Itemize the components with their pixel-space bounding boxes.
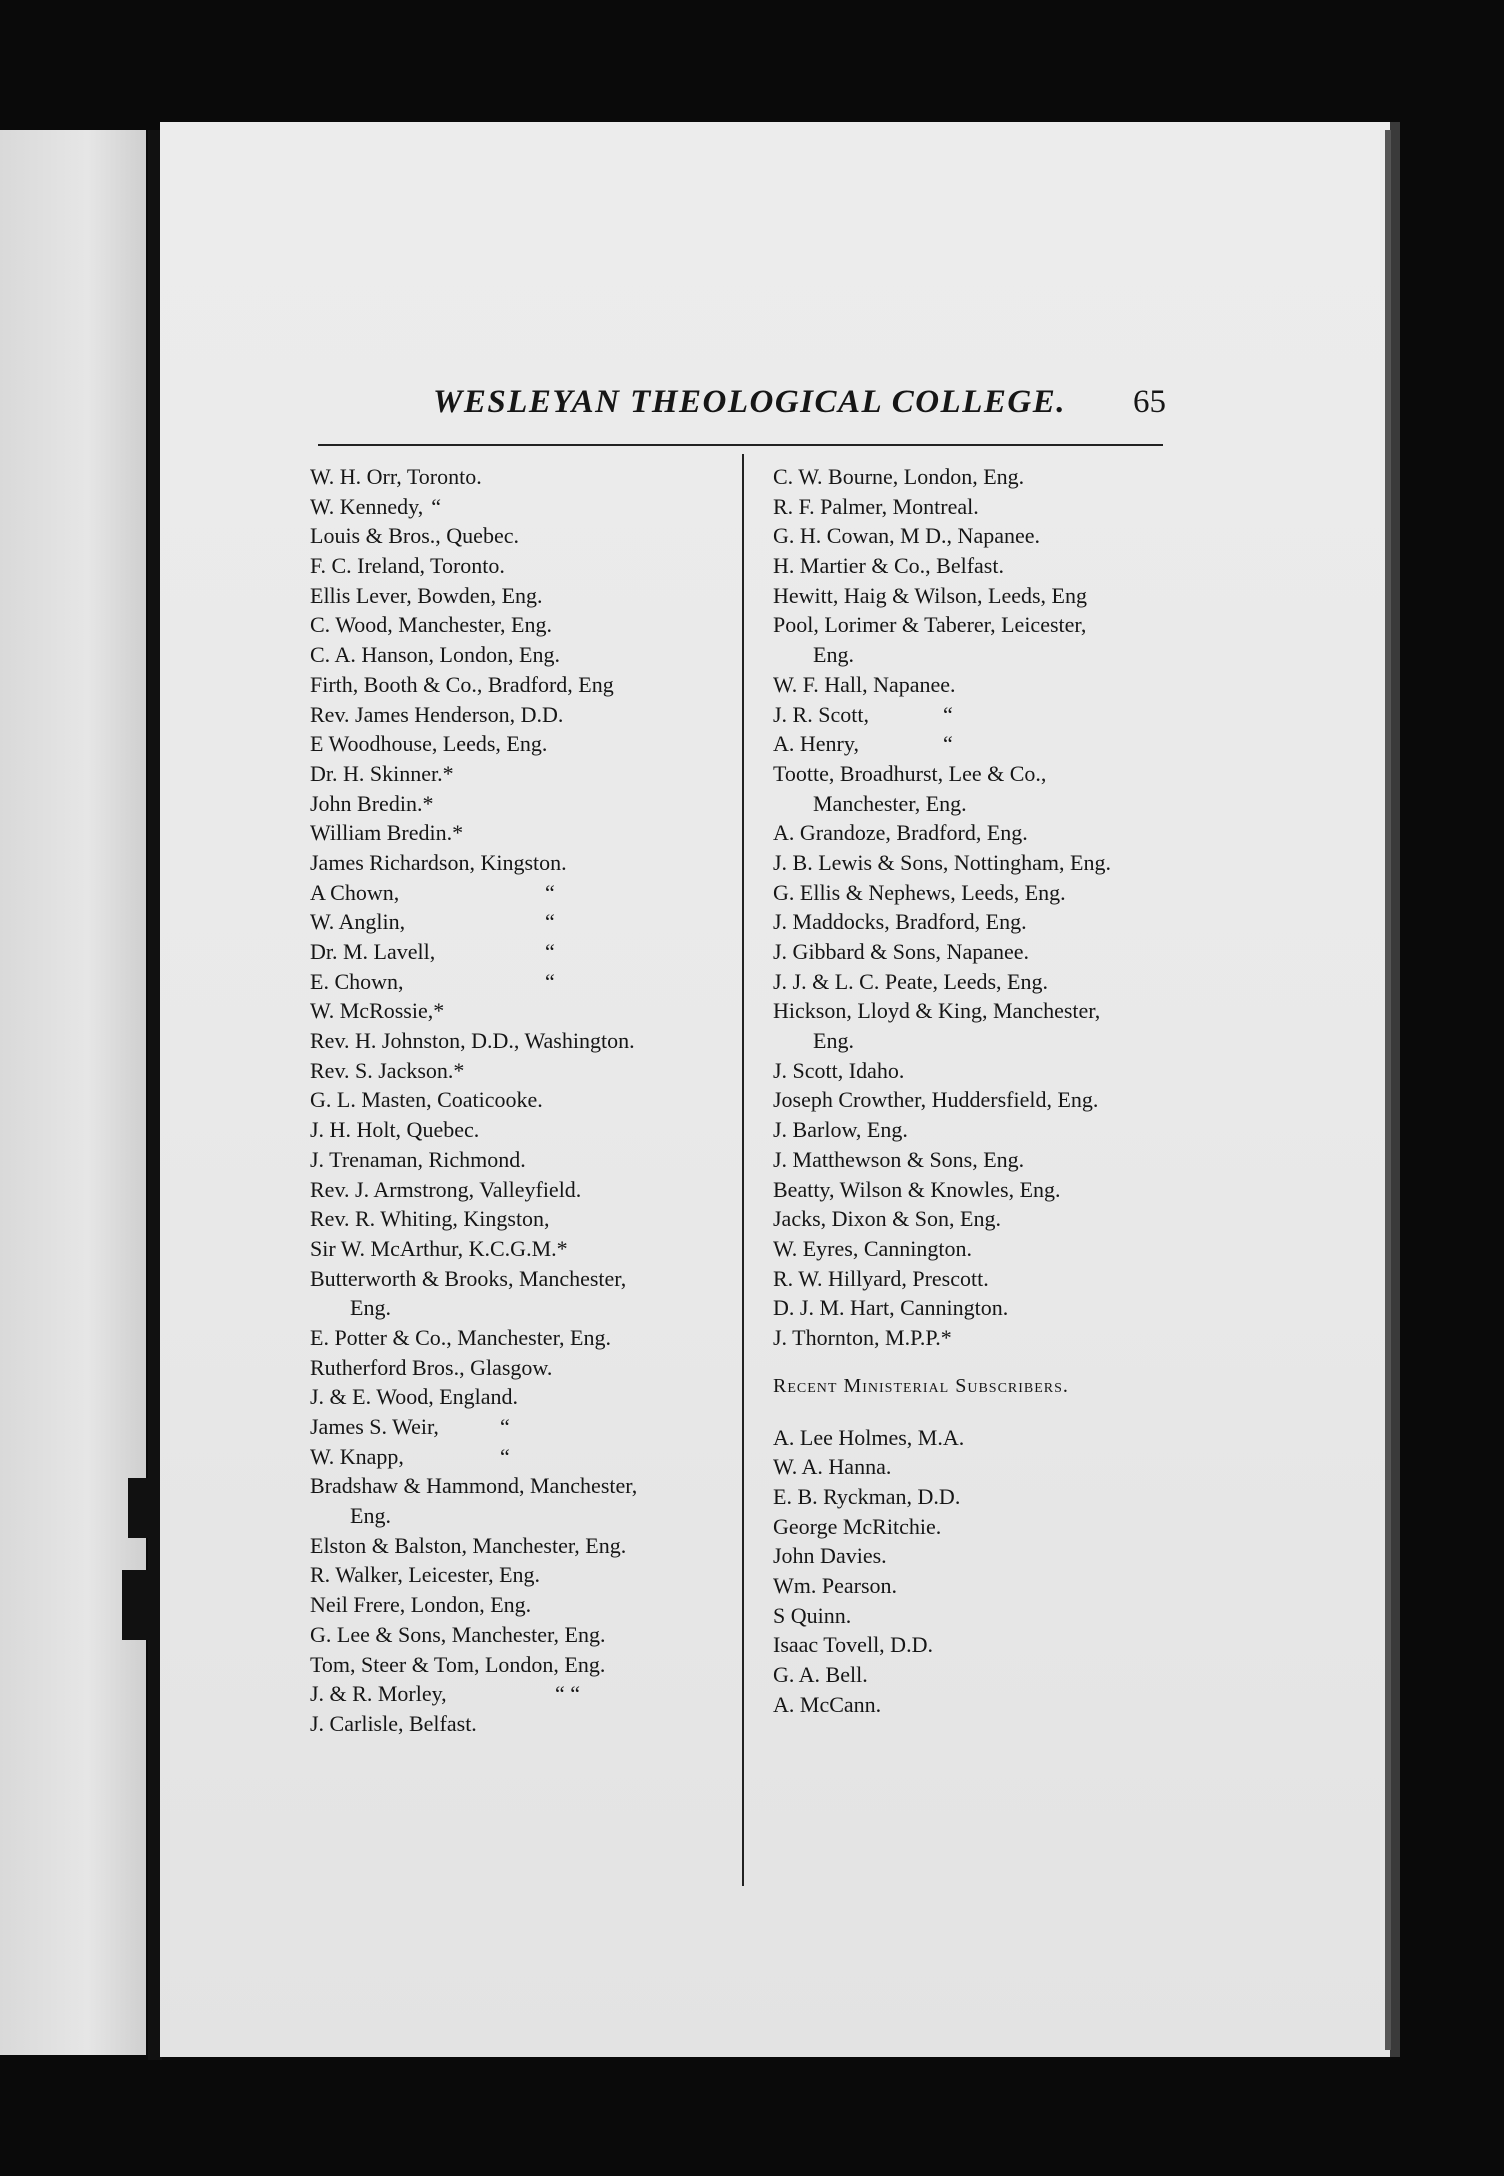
ditto-mark: “ “ xyxy=(555,1681,581,1707)
subscriber-name: Rev. R. Whiting, Kingston, xyxy=(310,1206,550,1232)
ministerial-subscriber-entry: E. B. Ryckman, D.D. xyxy=(773,1484,961,1509)
subscriber-entry xyxy=(773,1234,1273,1264)
subscriber-name: W. F. Hall, Napanee. xyxy=(773,671,956,697)
subscriber-name: W. Kennedy, xyxy=(310,493,424,519)
subscriber-entry xyxy=(310,1085,730,1115)
subscriber-name: Rutherford Bros., Glasgow. xyxy=(310,1354,553,1380)
subscriber-name: John Bredin.* xyxy=(310,790,434,816)
subscriber-entry xyxy=(310,1560,730,1590)
ministerial-subscriber-entry: George McRitchie. xyxy=(773,1513,942,1539)
subscriber-entry xyxy=(773,789,1273,819)
subscriber-entry xyxy=(310,907,730,937)
section-heading-ministerial: Recent Ministerial Subscribers. xyxy=(773,1374,1069,1397)
subscriber-name: Butterworth & Brooks, Manchester, xyxy=(310,1265,627,1291)
subscriber-name: Pool, Lorimer & Taberer, Leicester, xyxy=(773,612,1087,638)
subscriber-entry xyxy=(310,1293,730,1323)
subscriber-entry xyxy=(310,670,730,700)
subscriber-entry xyxy=(773,670,1273,700)
subscriber-name: Dr. H. Skinner.* xyxy=(310,760,454,786)
subscriber-entry xyxy=(773,996,1273,1026)
running-head xyxy=(160,384,1390,434)
column-divider xyxy=(742,454,744,1886)
subscriber-name: W. H. Orr, Toronto. xyxy=(310,464,482,489)
subscriber-entry xyxy=(310,610,730,640)
subscriber-entry xyxy=(773,759,1273,789)
subscriber-entry xyxy=(773,1056,1273,1086)
subscriber-entry xyxy=(310,789,730,819)
subscriber-name: C. W. Bourne, London, Eng. xyxy=(773,464,1025,489)
subscriber-entry xyxy=(310,1234,730,1264)
subscriber-name: A. Henry, xyxy=(773,731,859,757)
subscriber-entry xyxy=(773,818,1273,848)
subscriber-name: J. J. & L. C. Peate, Leeds, Eng. xyxy=(773,968,1048,994)
subscriber-entry xyxy=(310,1353,730,1383)
subscriber-name: Rev. H. Johnston, D.D., Washington. xyxy=(310,1028,635,1054)
ministerial-subscriber-entry: S Quinn. xyxy=(773,1602,852,1628)
subscriber-name: J. Gibbard & Sons, Napanee. xyxy=(773,939,1030,964)
subscriber-entry xyxy=(310,729,730,759)
subscriber-entry xyxy=(310,1471,730,1501)
subscriber-entry xyxy=(310,1501,730,1531)
subscriber-entry xyxy=(773,700,1273,730)
subscriber-entry xyxy=(310,1145,730,1175)
subscriber-entry xyxy=(773,907,1273,937)
subscriber-entry xyxy=(310,1323,730,1353)
subscriber-name: Rev. James Henderson, D.D. xyxy=(310,701,564,727)
subscriber-name: Manchester, Eng. xyxy=(813,790,967,816)
subscriber-name: J. & R. Morley, xyxy=(310,1681,447,1707)
ditto-mark: “ xyxy=(500,1443,510,1469)
subscriber-name: Bradshaw & Hammond, Manchester, xyxy=(310,1473,638,1499)
subscriber-name: Eng. xyxy=(813,1028,854,1054)
subscriber-entry xyxy=(310,996,730,1026)
subscriber-name: G. H. Cowan, M D., Napanee. xyxy=(773,523,1040,549)
subscriber-name: William Bredin.* xyxy=(310,820,464,846)
subscriber-name: H. Martier & Co., Belfast. xyxy=(773,553,1004,579)
book-page xyxy=(160,122,1400,2057)
subscriber-entry xyxy=(310,1412,730,1442)
subscriber-name: J. Carlisle, Belfast. xyxy=(310,1710,477,1736)
subscriber-entry xyxy=(310,462,730,492)
subscriber-name: C. A. Hanson, London, Eng. xyxy=(310,642,560,668)
ditto-mark: “ xyxy=(545,909,555,935)
subscriber-entry xyxy=(773,1323,1273,1353)
subscriber-name: F. C. Ireland, Toronto. xyxy=(310,553,505,579)
subscriber-name: A Chown, xyxy=(310,879,400,905)
subscriber-entry xyxy=(310,1709,730,1739)
subscriber-name: J. & E. Wood, England. xyxy=(310,1384,519,1410)
subscriber-name: James Richardson, Kingston. xyxy=(310,849,567,875)
subscriber-entry xyxy=(310,1175,730,1205)
subscriber-name: Beatty, Wilson & Knowles, Eng. xyxy=(773,1176,1061,1202)
header-rule xyxy=(318,444,1163,446)
subscriber-name: Elston & Balston, Manchester, Eng. xyxy=(310,1532,627,1558)
ministerial-subscribers-list xyxy=(773,1423,1273,1720)
ditto-mark: “ xyxy=(545,879,555,905)
subscriber-name: J. Trenaman, Richmond. xyxy=(310,1146,526,1172)
subscriber-name: Hewitt, Haig & Wilson, Leeds, Eng xyxy=(773,582,1087,608)
subscriber-name: D. J. M. Hart, Cannington. xyxy=(773,1295,1009,1321)
ditto-mark: “ xyxy=(545,968,555,994)
subscriber-name: Dr. M. Lavell, xyxy=(310,939,436,964)
subscriber-name: C. Wood, Manchester, Eng. xyxy=(310,612,552,638)
subscriber-entry xyxy=(310,1679,730,1709)
subscriber-entry xyxy=(773,640,1273,670)
page-number: 65 xyxy=(1133,384,1166,420)
subscriber-entry xyxy=(310,581,730,611)
subscriber-name: Joseph Crowther, Huddersfield, Eng. xyxy=(773,1087,1099,1113)
subscriber-name: G. L. Masten, Coaticooke. xyxy=(310,1087,543,1113)
subscriber-entry xyxy=(773,1115,1273,1145)
subscriber-entry xyxy=(773,1026,1273,1056)
subscriber-name: Rev. J. Armstrong, Valleyfield. xyxy=(310,1176,582,1202)
subscriber-name: G. Lee & Sons, Manchester, Eng. xyxy=(310,1621,606,1647)
subscriber-entry xyxy=(773,1264,1273,1294)
subscriber-name: J. Maddocks, Bradford, Eng. xyxy=(773,909,1027,935)
subscriber-entry xyxy=(773,967,1273,997)
subscriber-entry xyxy=(773,492,1273,522)
ditto-mark: “ xyxy=(943,731,953,757)
subscriber-name: E. Potter & Co., Manchester, Eng. xyxy=(310,1324,611,1350)
subscriber-entry xyxy=(310,1204,730,1234)
subscriber-entry xyxy=(773,729,1273,759)
subscriber-name: Hickson, Lloyd & King, Manchester, xyxy=(773,998,1101,1024)
subscriber-name: Louis & Bros., Quebec. xyxy=(310,523,519,549)
subscriber-name: W. Anglin, xyxy=(310,909,406,935)
subscriber-entry xyxy=(773,1175,1273,1205)
subscriber-entry xyxy=(773,581,1273,611)
right-column xyxy=(773,462,1273,1720)
subscriber-entry xyxy=(310,1056,730,1086)
subscriber-name: Neil Frere, London, Eng. xyxy=(310,1592,532,1618)
subscriber-name: Ellis Lever, Bowden, Eng. xyxy=(310,582,543,608)
left-column-subscribers xyxy=(310,462,730,1739)
subscriber-name: Firth, Booth & Co., Bradford, Eng xyxy=(310,671,614,697)
subscriber-name: W. McRossie,* xyxy=(310,998,445,1024)
subscriber-entry xyxy=(310,551,730,581)
subscriber-name: E Woodhouse, Leeds, Eng. xyxy=(310,731,548,757)
subscriber-name: W. Knapp, xyxy=(310,1443,404,1469)
ministerial-subscriber-entry: A. McCann. xyxy=(773,1691,882,1717)
subscriber-entry xyxy=(310,759,730,789)
subscriber-entry xyxy=(773,878,1273,908)
subscriber-entry xyxy=(310,1590,730,1620)
subscriber-entry xyxy=(773,1145,1273,1175)
subscriber-name: J. Thornton, M.P.P.* xyxy=(773,1324,952,1350)
subscriber-name: G. Ellis & Nephews, Leeds, Eng. xyxy=(773,879,1066,905)
subscriber-entry xyxy=(310,878,730,908)
subscriber-entry xyxy=(310,700,730,730)
subscriber-name: R. F. Palmer, Montreal. xyxy=(773,493,979,519)
subscriber-entry xyxy=(773,1293,1273,1323)
facing-page-edge xyxy=(0,130,146,2055)
subscriber-entry xyxy=(310,848,730,878)
subscriber-name: J. H. Holt, Quebec. xyxy=(310,1117,480,1143)
page-edge-shadow xyxy=(1385,130,1391,2050)
subscriber-name: Rev. S. Jackson.* xyxy=(310,1057,465,1083)
subscriber-name: Tootte, Broadhurst, Lee & Co., xyxy=(773,760,1047,786)
subscriber-name: A. Grandoze, Bradford, Eng. xyxy=(773,820,1028,846)
ministerial-subscriber-entry: W. A. Hanna. xyxy=(773,1454,892,1480)
subscriber-name: J. B. Lewis & Sons, Nottingham, Eng. xyxy=(773,849,1111,875)
subscriber-entry xyxy=(310,1382,730,1412)
subscriber-entry xyxy=(773,1085,1273,1115)
subscriber-name: J. Scott, Idaho. xyxy=(773,1057,905,1083)
subscriber-entry xyxy=(310,1115,730,1145)
subscriber-entry xyxy=(773,610,1273,640)
subscriber-name: R. W. Hillyard, Prescott. xyxy=(773,1265,989,1291)
subscriber-entry xyxy=(310,521,730,551)
right-column-subscribers xyxy=(773,462,1273,1353)
subscriber-entry xyxy=(310,1620,730,1650)
subscriber-name: Eng. xyxy=(350,1295,391,1321)
subscriber-name: R. Walker, Leicester, Eng. xyxy=(310,1562,541,1588)
subscriber-name: E. Chown, xyxy=(310,968,404,994)
ministerial-subscriber-entry: A. Lee Holmes, M.A. xyxy=(773,1424,965,1450)
running-head-title: WESLEYAN THEOLOGICAL COLLEGE. xyxy=(433,384,1066,420)
subscriber-entry xyxy=(310,1531,730,1561)
ministerial-subscriber-entry: Wm. Pearson. xyxy=(773,1573,898,1599)
subscriber-name: J. R. Scott, xyxy=(773,701,869,727)
subscriber-name: J. Matthewson & Sons, Eng. xyxy=(773,1146,1025,1172)
ministerial-subscriber-entry: G. A. Bell. xyxy=(773,1662,868,1688)
subscriber-entry xyxy=(773,521,1273,551)
subscriber-entry xyxy=(310,937,730,967)
subscriber-entry xyxy=(310,818,730,848)
subscriber-name: James S. Weir, xyxy=(310,1414,439,1439)
subscriber-entry xyxy=(310,640,730,670)
ditto-mark: “ xyxy=(500,1414,510,1439)
subscriber-entry xyxy=(773,848,1273,878)
subscriber-name: Jacks, Dixon & Son, Eng. xyxy=(773,1206,1001,1232)
subscriber-entry xyxy=(310,1026,730,1056)
ditto-mark: “ xyxy=(545,939,555,964)
ditto-mark: “ xyxy=(431,493,441,519)
subscriber-entry xyxy=(310,1264,730,1294)
subscriber-entry xyxy=(310,1442,730,1472)
ministerial-subscriber-entry: John Davies. xyxy=(773,1543,887,1569)
subscriber-entry xyxy=(310,967,730,997)
subscriber-name: W. Eyres, Cannington. xyxy=(773,1235,972,1261)
subscriber-entry xyxy=(310,492,730,522)
subscriber-name: Sir W. McArthur, K.C.G.M.* xyxy=(310,1235,568,1261)
subscriber-name: J. Barlow, Eng. xyxy=(773,1117,908,1143)
subscriber-name: Eng. xyxy=(813,642,854,668)
subscriber-entry xyxy=(773,462,1273,492)
subscriber-name: Eng. xyxy=(350,1503,391,1529)
ditto-mark: “ xyxy=(943,701,953,727)
subscriber-entry xyxy=(773,937,1273,967)
subscriber-entry xyxy=(310,1650,730,1680)
ministerial-subscriber-entry: Isaac Tovell, D.D. xyxy=(773,1632,933,1658)
subscriber-name: Tom, Steer & Tom, London, Eng. xyxy=(310,1651,606,1677)
subscriber-entry xyxy=(773,551,1273,581)
subscriber-entry xyxy=(773,1204,1273,1234)
